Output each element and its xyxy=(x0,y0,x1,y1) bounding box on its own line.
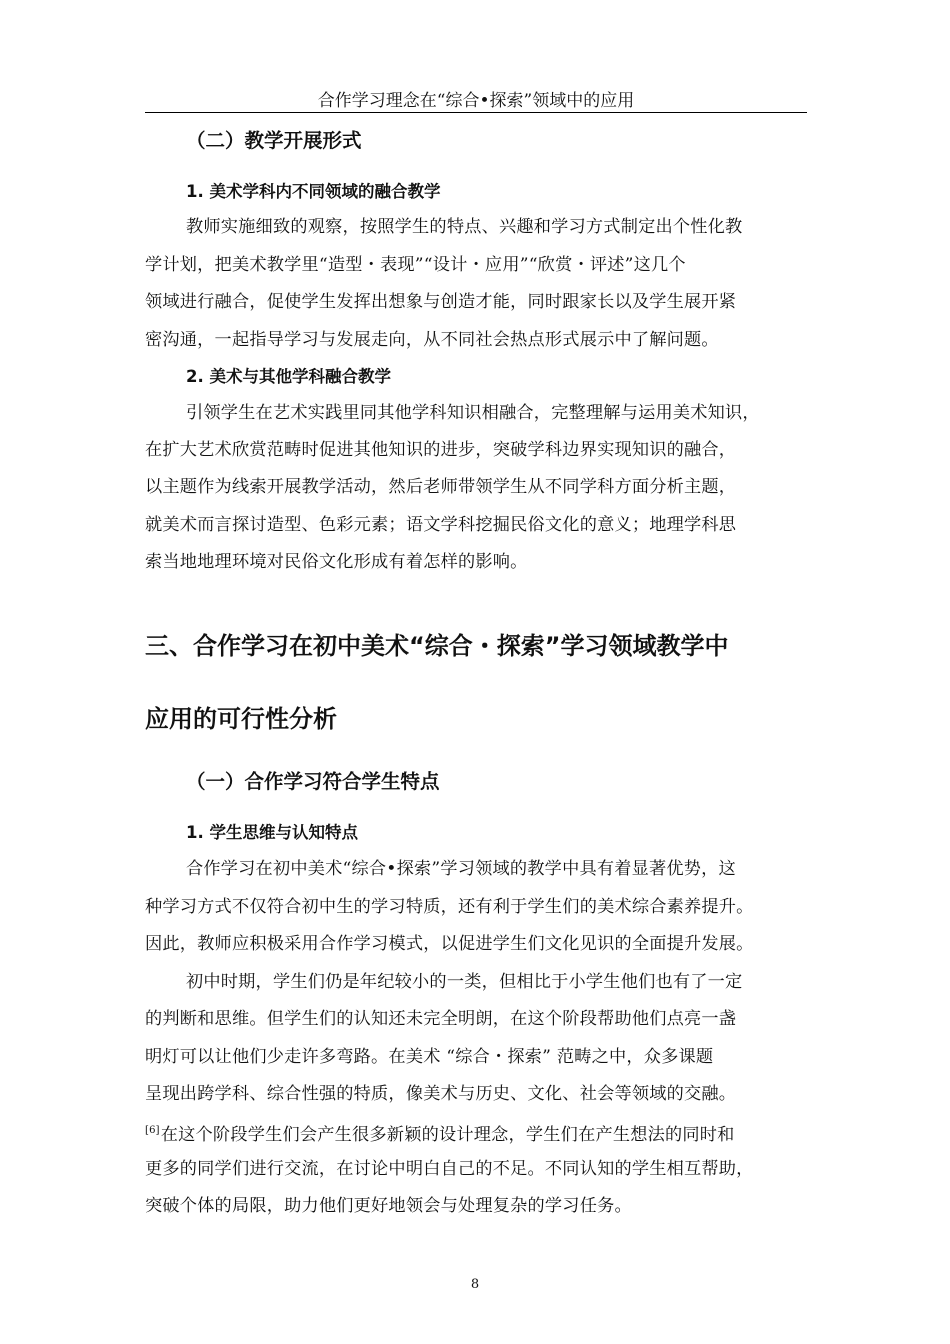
chapter-title-line-1: 三、合作学习在初中美术“综合・探索”学习领域教学中 xyxy=(145,632,729,660)
paragraph-line: 领域进行融合，促使学生发挥出想象与创造才能，同时跟家长以及学生展开紧 xyxy=(145,292,737,312)
paragraph-line: 种学习方式不仅符合初中生的学习特质，还有利于学生们的美术综合素养提升。 xyxy=(145,897,754,917)
paragraph-line: 的判断和思维。但学生们的认知还未完全明朗，在这个阶段帮助他们点亮一盏 xyxy=(145,1009,737,1029)
paragraph-line: 明灯可以让他们少走许多弯路。在美术 “综合・探索” 范畴之中，众多课题 xyxy=(145,1047,714,1067)
paragraph-line: 学计划，把美术教学里“造型・表现”“设计・应用”“欣赏・评述”这几个 xyxy=(145,255,686,275)
paragraph-line-text: 在这个阶段学生们会产生很多新颖的设计理念，学生们在产生想法的同时和 xyxy=(160,1125,735,1145)
subsection-heading-1: 1. 美术学科内不同领域的融合教学 xyxy=(186,182,441,201)
section-heading-student-features: （一）合作学习符合学生特点 xyxy=(186,770,440,793)
citation-marker: [6] xyxy=(145,1125,160,1136)
section-heading-teaching-forms: （二）教学开展形式 xyxy=(186,129,362,152)
running-header-title: 合作学习理念在“综合•探索”领域中的应用 xyxy=(317,91,635,111)
paragraph-line: 就美术而言探讨造型、色彩元素；语文学科挖掘民俗文化的意义；地理学科思 xyxy=(145,515,737,535)
paragraph-line: 密沟通，一起指导学习与发展走向，从不同社会热点形式展示中了解问题。 xyxy=(145,330,719,350)
page-number: 8 xyxy=(470,1277,480,1292)
paragraph-line: 突破个体的局限，助力他们更好地领会与处理复杂的学习任务。 xyxy=(145,1196,632,1216)
paragraph-line: 以主题作为线索开展教学活动，然后老师带领学生从不同学科方面分析主题， xyxy=(145,477,737,497)
subsection-heading-2: 2. 美术与其他学科融合教学 xyxy=(186,367,391,386)
paragraph-line: 索当地地理环境对民俗文化形成有着怎样的影响。 xyxy=(145,552,528,572)
paragraph-line: 教师实施细致的观察，按照学生的特点、兴趣和学习方式制定出个性化教 xyxy=(186,217,743,237)
paragraph-line: 更多的同学们进行交流，在讨论中明白自己的不足。不同认知的学生相互帮助， xyxy=(145,1159,754,1179)
paragraph-line: 合作学习在初中美术“综合•探索”学习领域的教学中具有着显著优势，这 xyxy=(186,859,736,879)
header-rule xyxy=(145,112,807,113)
paragraph-line: 初中时期，学生们仍是年纪较小的一类，但相比于小学生他们也有了一定 xyxy=(186,972,743,992)
subsection-heading-thinking: 1. 学生思维与认知特点 xyxy=(186,823,358,842)
paragraph-line: 在扩大艺术欣赏范畴时促进其他知识的进步，突破学科边界实现知识的融合， xyxy=(145,440,737,460)
paragraph-line: 因此，教师应积极采用合作学习模式，以促进学生们文化见识的全面提升发展。 xyxy=(145,934,754,954)
paragraph-line xyxy=(145,1119,807,1147)
paragraph-line: 呈现出跨学科、综合性强的特质，像美术与历史、文化、社会等领域的交融。 xyxy=(145,1084,737,1104)
paragraph-line: 引领学生在艺术实践里同其他学科知识相融合，完整理解与运用美术知识， xyxy=(186,403,760,423)
chapter-title-line-2: 应用的可行性分析 xyxy=(145,705,337,733)
